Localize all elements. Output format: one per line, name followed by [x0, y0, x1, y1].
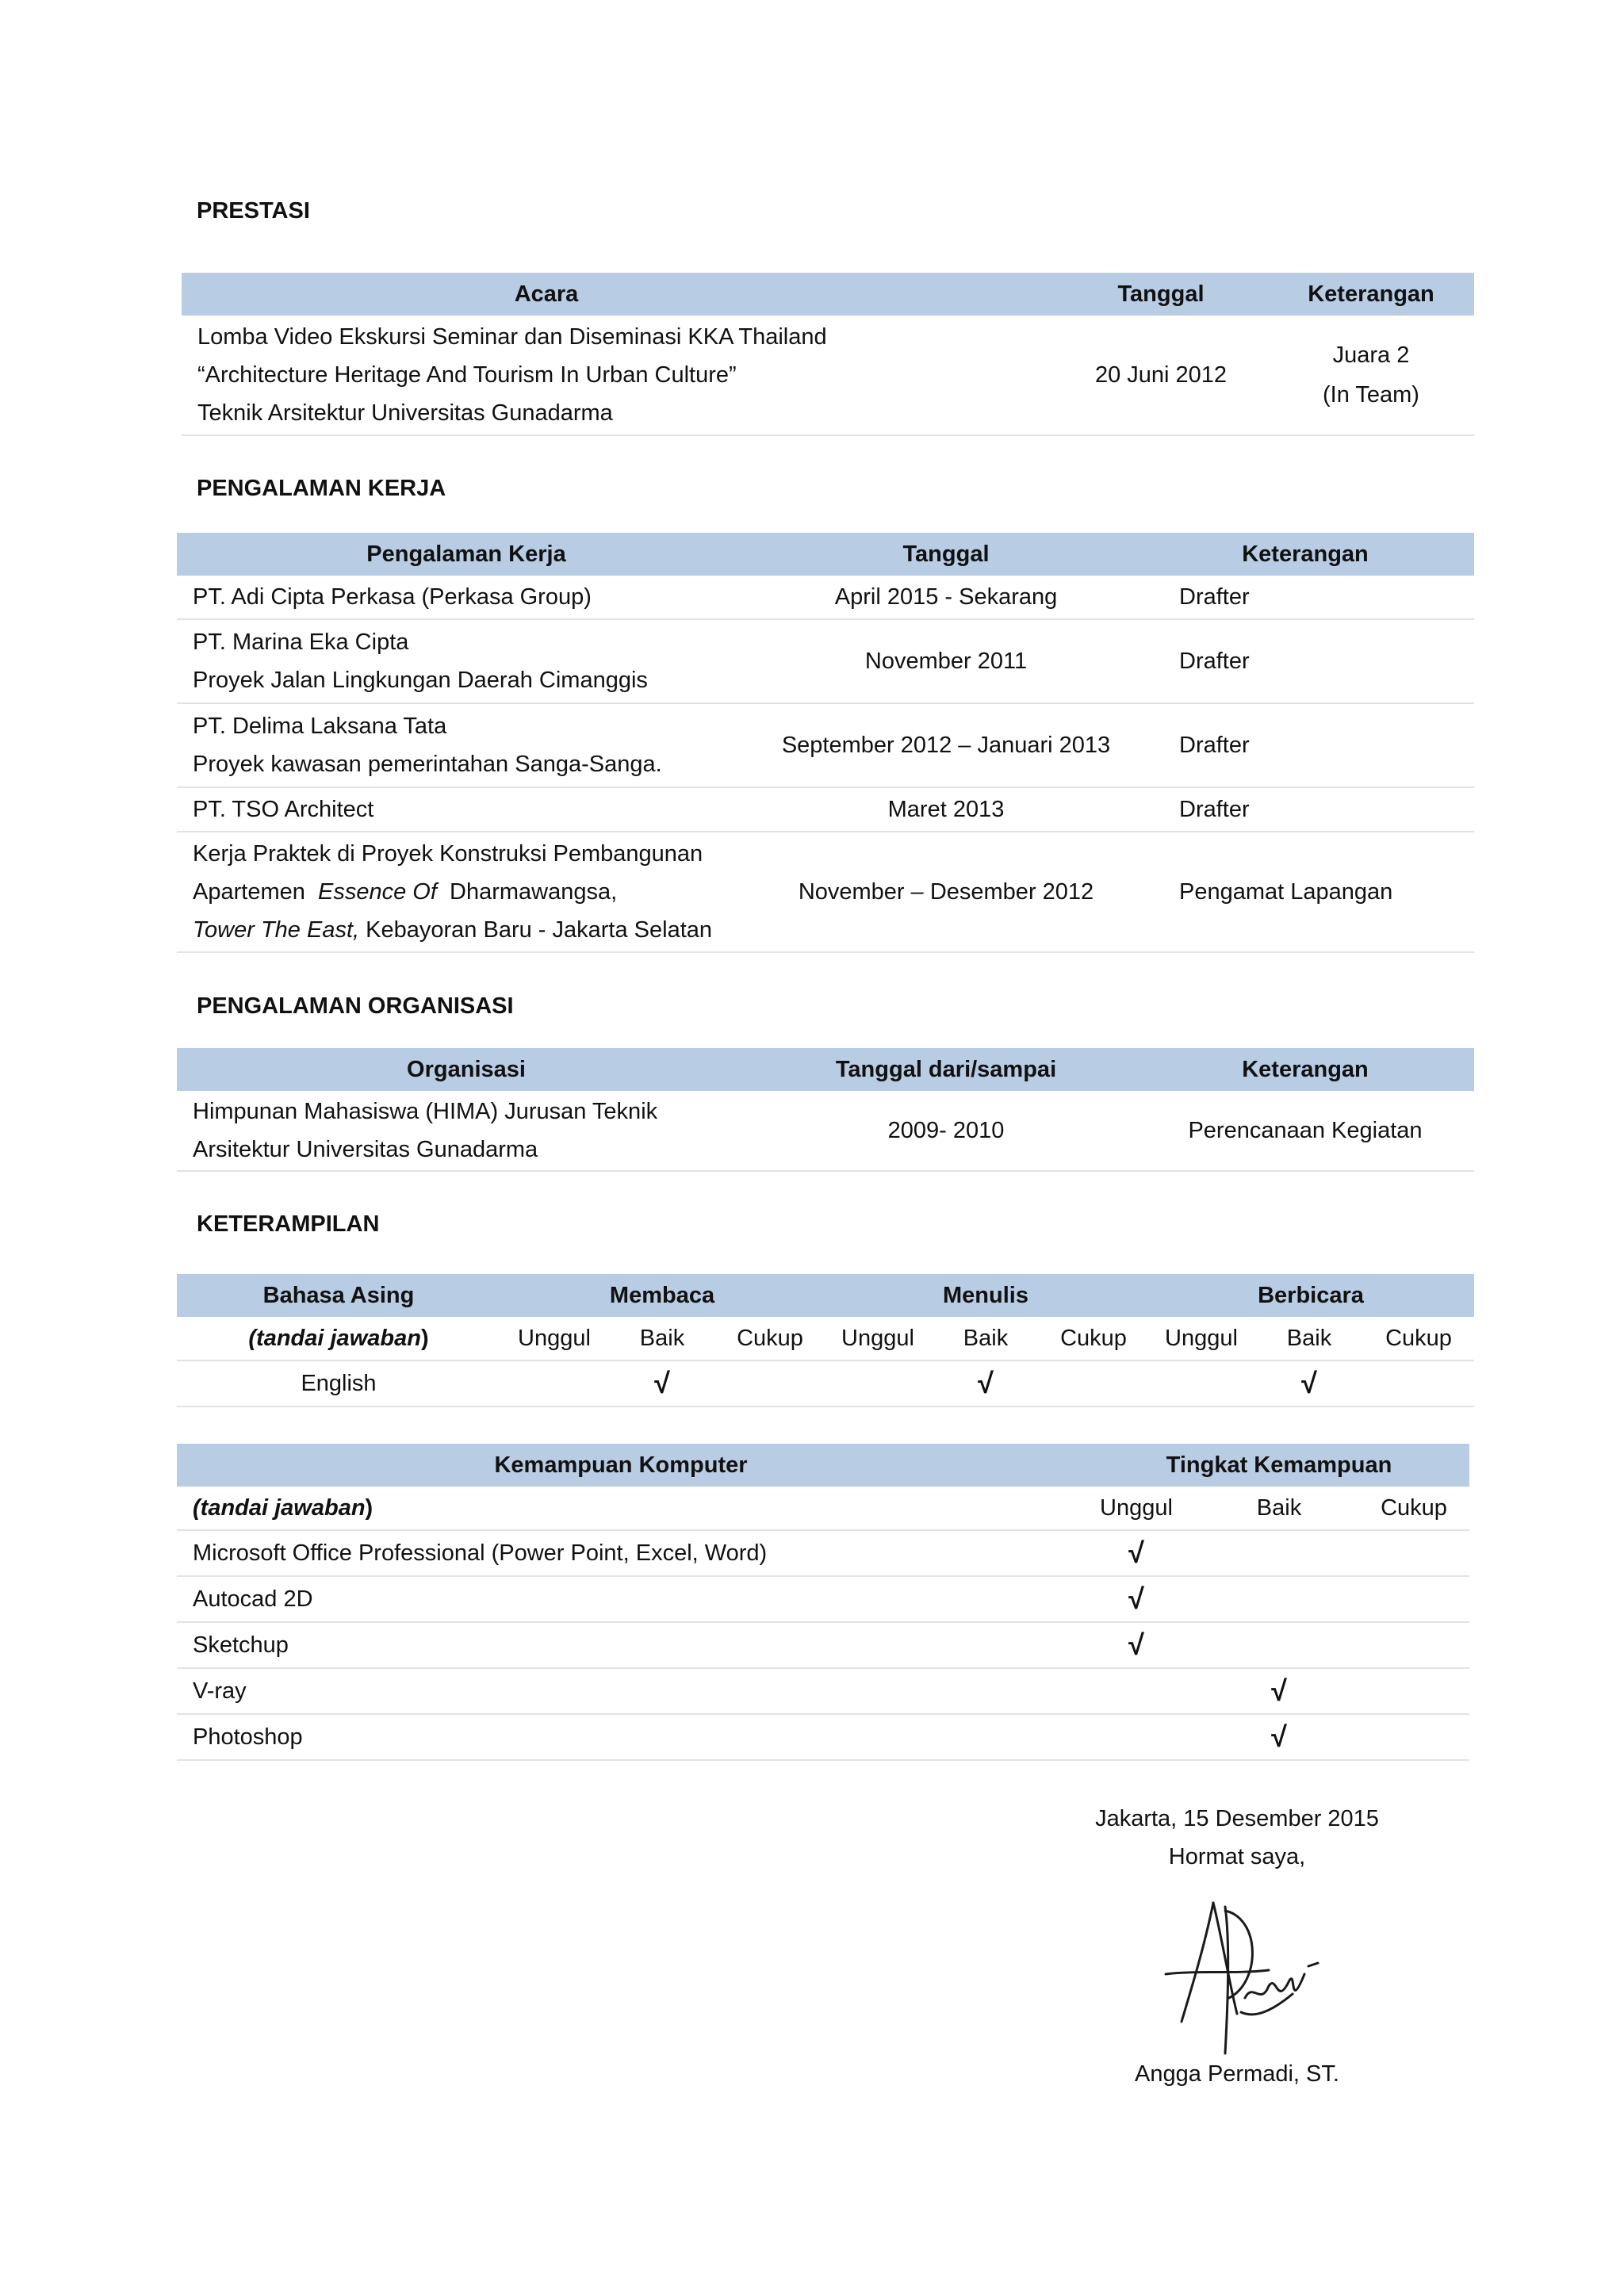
table-row: Photoshop √ — [177, 1715, 1469, 1761]
prestasi-acara: Lomba Video Ekskursi Seminar dan Diseminasi KKA Thailand “Architecture Heritage And Tourism In Urban Culture” Teknik Arsitektur Universitas Gunadarma — [197, 324, 827, 426]
header-tanggal: Tanggal — [902, 541, 990, 567]
signature-image — [1150, 1887, 1340, 2061]
header-acara: Acara — [514, 281, 579, 307]
prestasi-row — [182, 316, 1474, 436]
bahasa-note: (tandai jawaban ) — [248, 1325, 429, 1351]
kerja-title: PENGALAMAN KERJA — [197, 476, 446, 501]
header-komputer: Kemampuan Komputer — [494, 1452, 748, 1478]
prestasi-header — [182, 273, 1474, 316]
organisasi-title: PENGALAMAN ORGANISASI — [197, 993, 514, 1019]
header-tingkat: Tingkat Kemampuan — [1166, 1452, 1392, 1478]
prestasi-keterangan: Juara 2 (In Team) — [1323, 342, 1419, 408]
table-row: PT. TSO Architect Maret 2013 Drafter — [177, 788, 1474, 832]
header-organisasi: Organisasi — [407, 1056, 526, 1082]
header-keterangan: Keterangan — [1242, 1056, 1369, 1082]
check-mark: √ — [1128, 1582, 1144, 1615]
header-tanggal: Tanggal — [1117, 281, 1205, 307]
bahasa-levels-row: (tandai jawaban ) Unggul Baik Cukup Unggul Baik Cukup Unggul Baik Cukup — [177, 1317, 1474, 1361]
check-mark: √ — [978, 1367, 994, 1399]
header-pengalaman: Pengalaman Kerja — [366, 541, 566, 567]
check-mark: √ — [1271, 1720, 1287, 1753]
table-row: PT. Marina Eka Cipta Proyek Jalan Lingkungan Daerah Cimanggis November 2011 Drafter — [177, 620, 1474, 704]
keterampilan-title: KETERAMPILAN — [197, 1211, 380, 1237]
komputer-levels-row: (tandai jawaban ) Unggul Baik Cukup — [177, 1487, 1469, 1531]
table-row: V-ray √ — [177, 1669, 1469, 1715]
check-mark: √ — [1271, 1674, 1287, 1707]
table-row: Sketchup √ — [177, 1623, 1469, 1669]
table-row: Kerja Praktek di Proyek Konstruksi Pembangunan Apartemen Essence Of Dharmawangsa, Tower The East, Kebayoran Baru - Jakarta Selatan November – Desember 2012 Pengamat Lapangan — [177, 832, 1474, 953]
table-row: Microsoft Office Professional (Power Point, Excel, Word) √ — [177, 1531, 1469, 1577]
header-membaca: Membaca — [609, 1282, 715, 1308]
bahasa-header — [177, 1274, 1474, 1317]
language-name: English — [301, 1370, 377, 1396]
komputer-header — [177, 1444, 1469, 1487]
prestasi-tanggal: 20 Juni 2012 — [1094, 362, 1228, 388]
check-mark: √ — [1301, 1367, 1317, 1399]
check-mark: √ — [1128, 1628, 1144, 1661]
check-mark: √ — [654, 1367, 670, 1399]
kerja-header — [177, 533, 1474, 576]
check-mark: √ — [1128, 1536, 1144, 1569]
bahasa-english-row — [177, 1361, 1474, 1407]
table-row: PT. Delima Laksana Tata Proyek kawasan pemerintahan Sanga-Sanga. September 2012 – Januari 2013 Drafter — [177, 704, 1474, 788]
komputer-note: (tandai jawaban ) — [193, 1494, 373, 1521]
table-row: PT. Adi Cipta Perkasa (Perkasa Group) April 2015 - Sekarang Drafter — [177, 576, 1474, 620]
header-bahasa: Bahasa Asing — [262, 1282, 415, 1308]
header-menulis: Menulis — [943, 1282, 1028, 1308]
prestasi-title: PRESTASI — [197, 198, 310, 224]
organisasi-row: Himpunan Mahasiswa (HIMA) Jurusan Teknik Arsitektur Universitas Gunadarma 2009- 2010 Perencanaan Kegiatan — [177, 1091, 1474, 1172]
header-keterangan: Keterangan — [1242, 541, 1369, 567]
header-berbicara: Berbicara — [1258, 1282, 1364, 1308]
table-row: Autocad 2D √ — [177, 1577, 1469, 1623]
header-keterangan: Keterangan — [1308, 281, 1434, 307]
header-tanggal: Tanggal dari/sampai — [835, 1056, 1057, 1082]
greeting: Hormat saya, — [1168, 1844, 1306, 1869]
place-date: Jakarta, 15 Desember 2015 — [1095, 1806, 1379, 1831]
organisasi-header — [177, 1048, 1474, 1091]
signer-name: Angga Permadi, ST. — [1135, 2061, 1339, 2087]
